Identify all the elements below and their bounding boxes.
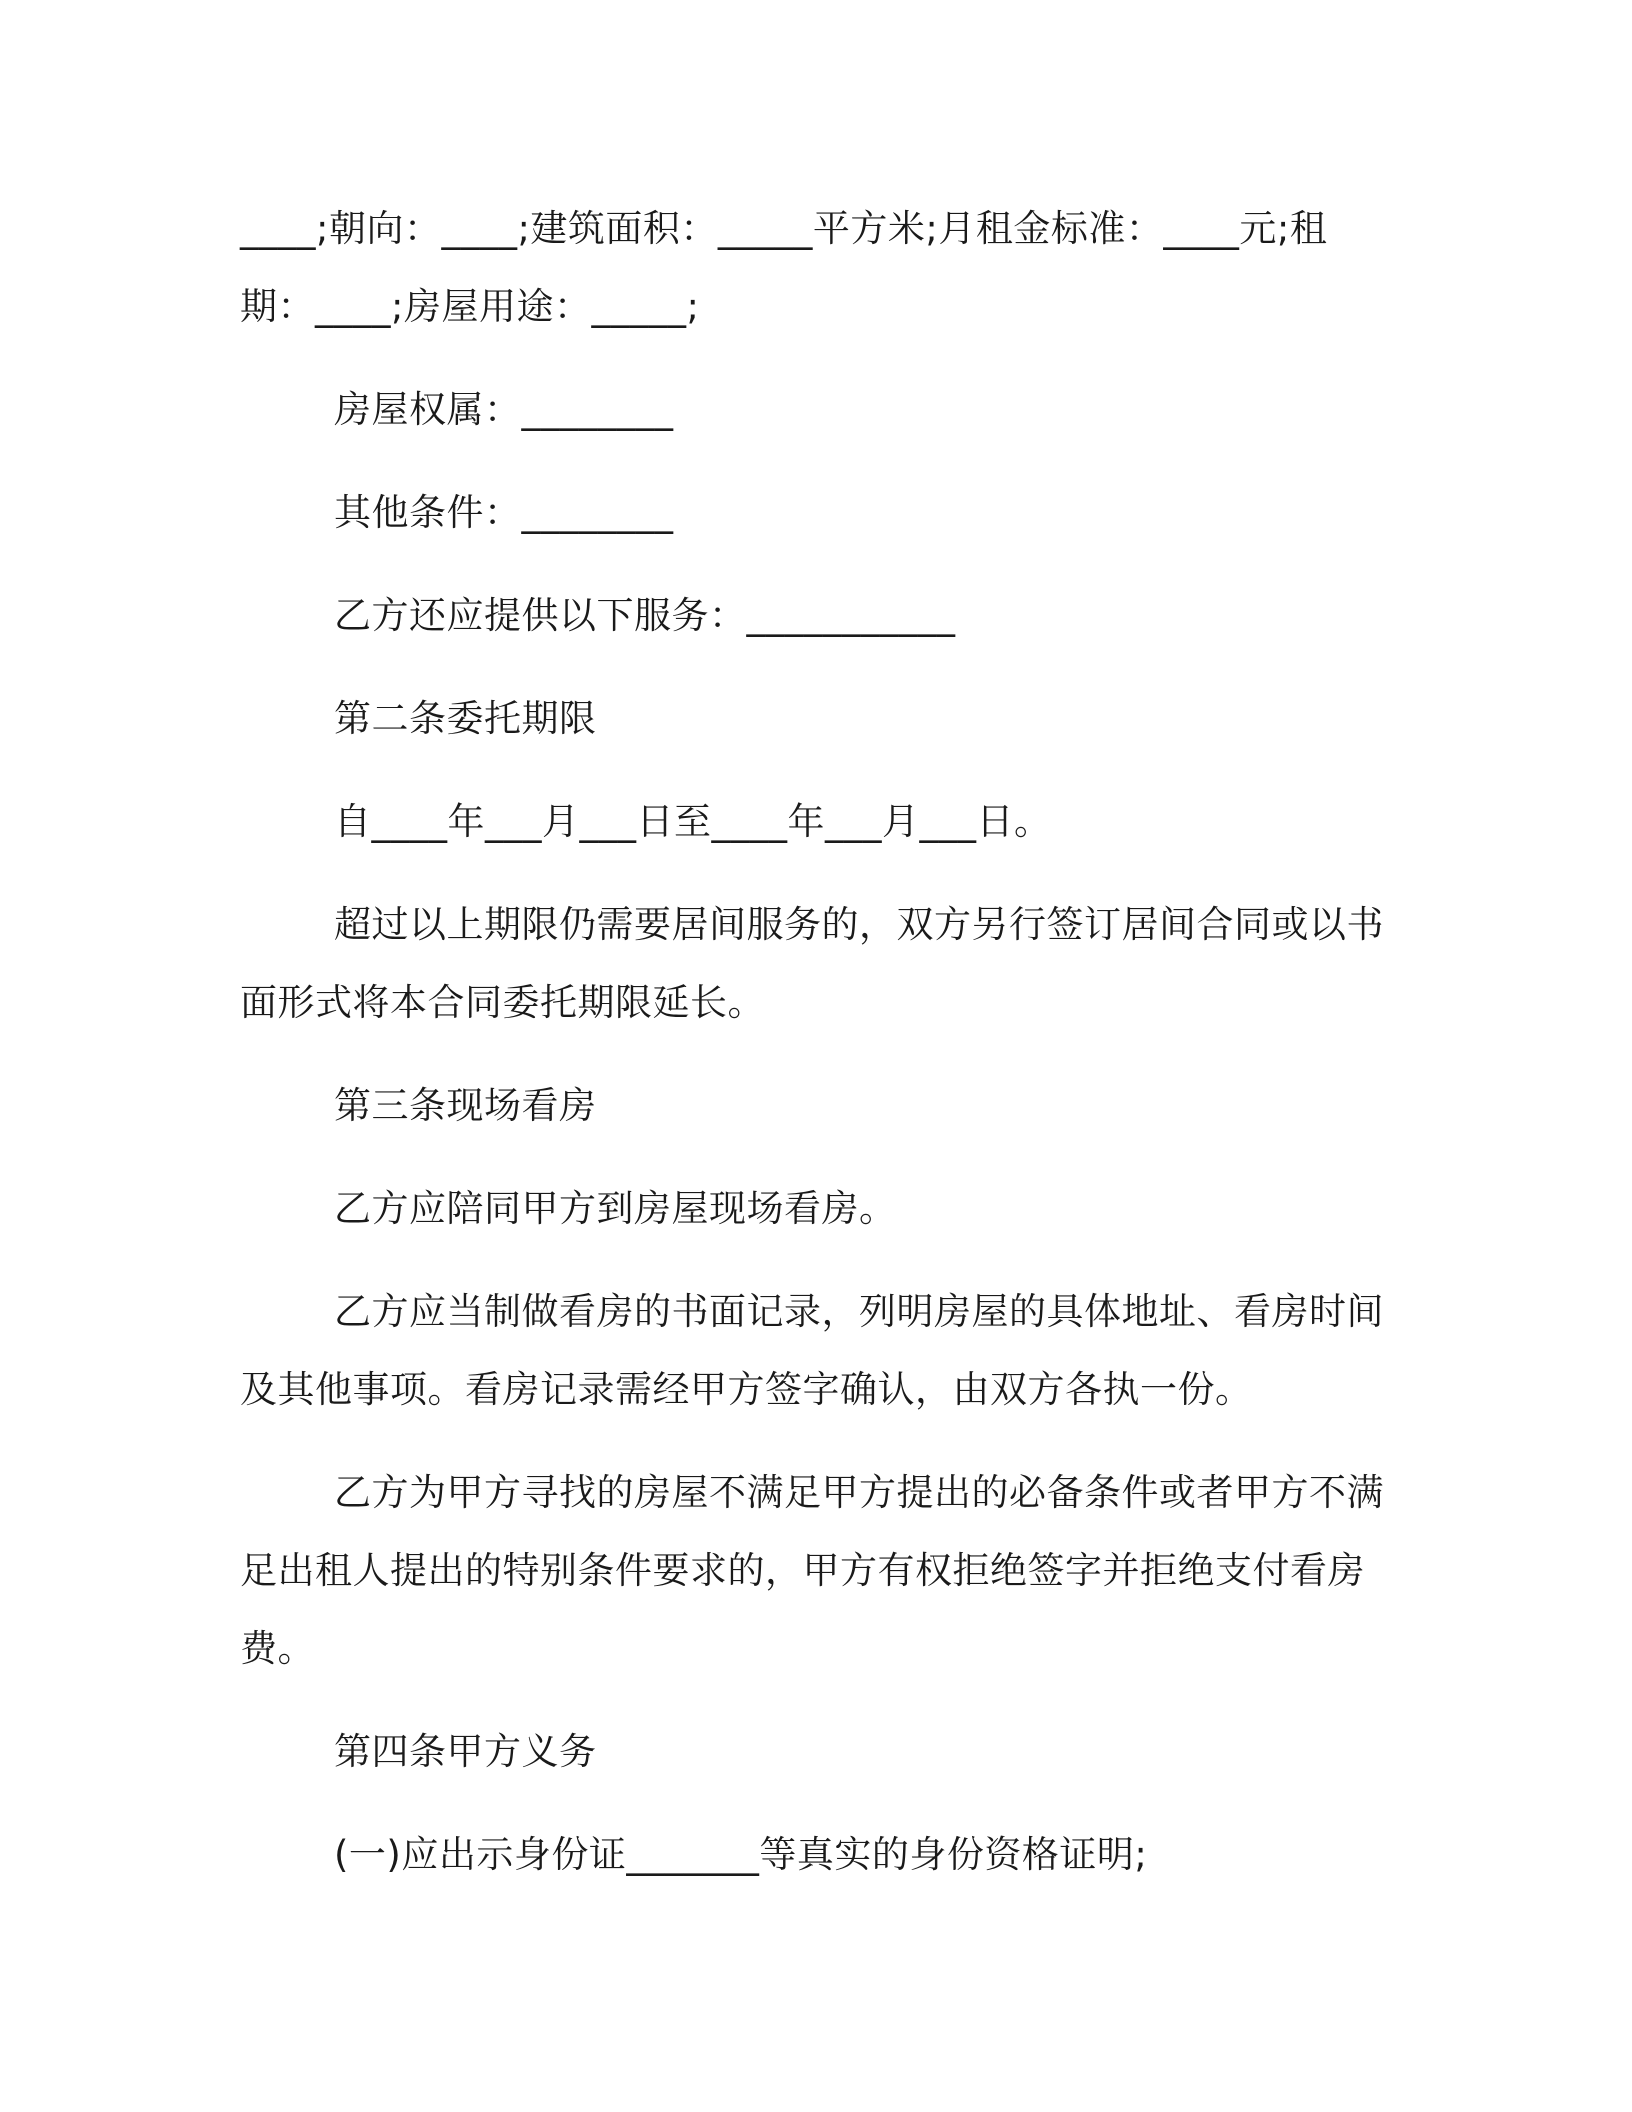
paragraph-accompany-viewing: 乙方应陪同甲方到房屋现场看房。 (334, 1187, 897, 1230)
heading-article-2: 第二条委托期限 (334, 697, 597, 740)
document-body (240, 190, 1390, 1919)
paragraph-other-conditions: 其他条件：________ (334, 491, 674, 534)
paragraph-property-details: ____;朝向：____;建筑面积：_____平方米;月租金标准：____元;租期：____;房屋用途：_____; (240, 207, 1328, 328)
paragraph-identity-proof: (一)应出示身份证_______等真实的身份资格证明; (334, 1833, 1148, 1876)
paragraph-term-extension: 超过以上期限仍需要居间服务的，双方另行签订居间合同或以书面形式将本合同委托期限延长。 (240, 903, 1384, 1024)
paragraph-viewing-record: 乙方应当制做看房的书面记录，列明房屋的具体地址、看房时间及其他事项。看房记录需经甲方签字确认，由双方各执一份。 (240, 1290, 1384, 1411)
heading-article-4: 第四条甲方义务 (334, 1730, 597, 1773)
heading-article-3: 第三条现场看房 (334, 1084, 597, 1127)
paragraph-additional-services: 乙方还应提供以下服务：___________ (334, 594, 956, 637)
paragraph-refuse-signing: 乙方为甲方寻找的房屋不满足甲方提出的必备条件或者甲方不满足出租人提出的特别条件要求的，甲方有权拒绝签字并拒绝支付看房费。 (240, 1471, 1384, 1670)
paragraph-property-ownership: 房屋权属：________ (334, 388, 674, 431)
paragraph-term-dates: 自____年___月___日至____年___月___日。 (334, 800, 1052, 843)
